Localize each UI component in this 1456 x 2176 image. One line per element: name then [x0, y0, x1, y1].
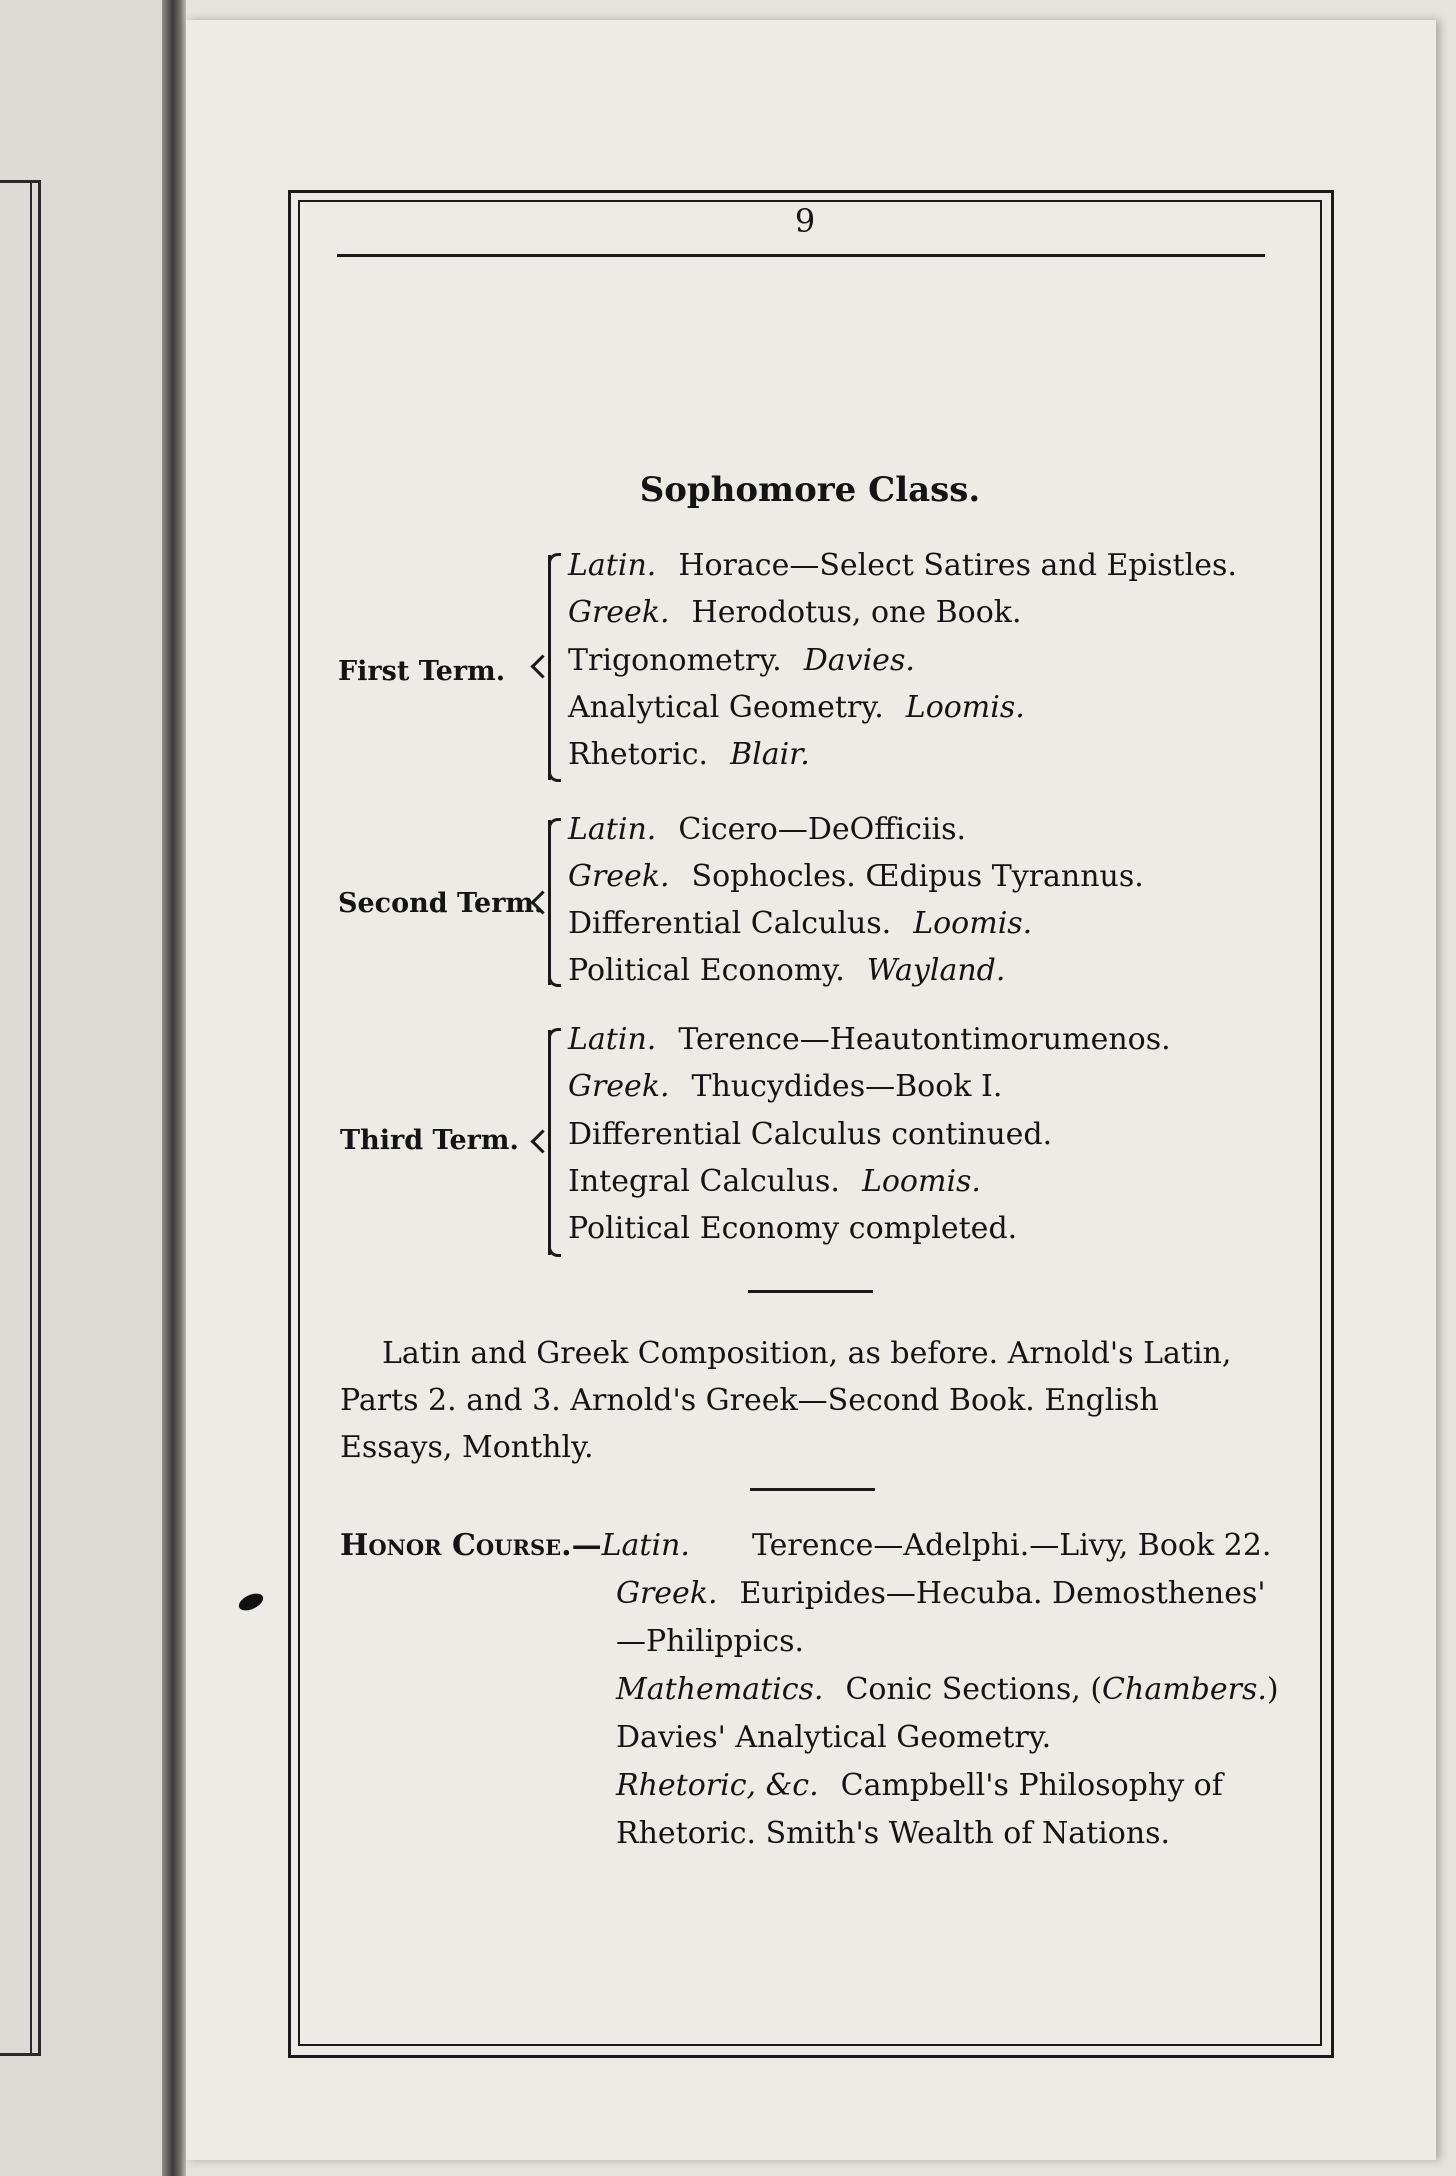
composition-line: Essays, Monthly.	[340, 1430, 594, 1465]
class-title: Sophomore Class.	[639, 470, 981, 510]
facing-page-border	[0, 180, 41, 2056]
term-label-first: First Term.	[338, 656, 506, 687]
course-line: Greek. Herodotus, one Book.	[568, 595, 1022, 630]
header-rule	[337, 254, 1265, 257]
course-line: Latin. Cicero—DeOfficiis.	[568, 812, 967, 847]
honor-greek-cont: —Philippics.	[616, 1624, 805, 1659]
honor-greek-line: Greek. Euripides—Hecuba. Demosthenes'	[616, 1576, 1266, 1611]
course-line: Differential Calculus continued.	[568, 1117, 1053, 1152]
composition-paragraph	[340, 1330, 1280, 1471]
page-number: 9	[794, 202, 816, 240]
course-line: Analytical Geometry. Loomis.	[568, 690, 1025, 725]
section-rule	[750, 1488, 875, 1491]
composition-line: Latin and Greek Composition, as before. Arnold's Latin,	[382, 1336, 1232, 1371]
honor-rhetoric-line: Rhetoric, &c. Campbell's Philosophy of	[616, 1768, 1223, 1803]
course-line: Greek. Thucydides—Book I.	[568, 1069, 1003, 1104]
course-line: Latin. Horace—Select Satires and Epistles.	[568, 548, 1237, 583]
course-line: Trigonometry. Davies.	[568, 643, 915, 678]
course-line: Latin. Terence—Heautontimorumenos.	[568, 1022, 1171, 1057]
book-gutter	[162, 0, 186, 2176]
course-line: Differential Calculus. Loomis.	[568, 906, 1033, 941]
honor-latin-line: Terence—Adelphi.—Livy, Book 22.	[752, 1528, 1272, 1563]
term-brace-second	[548, 820, 569, 985]
course-line: Political Economy completed.	[568, 1211, 1018, 1246]
course-line: Integral Calculus. Loomis.	[568, 1164, 981, 1199]
term-brace-third	[548, 1030, 569, 1255]
term-label-second: Second Term.	[338, 888, 544, 919]
honor-rhetoric-cont: Rhetoric. Smith's Wealth of Nations.	[616, 1816, 1171, 1851]
section-rule	[748, 1290, 873, 1293]
term-label-third: Third Term.	[340, 1125, 519, 1156]
course-line: Political Economy. Wayland.	[568, 953, 1006, 988]
honor-math-line: Mathematics. Conic Sections, (Chambers.)	[616, 1672, 1279, 1707]
term-brace-first	[548, 555, 569, 780]
course-line: Greek. Sophocles. Œdipus Tyrannus.	[568, 859, 1144, 894]
course-line: Rhetoric. Blair.	[568, 737, 810, 772]
honor-course-heading: Honor Course.—Latin.	[340, 1528, 690, 1563]
composition-line: Parts 2. and 3. Arnold's Greek—Second Book. English	[340, 1383, 1159, 1418]
facing-page	[0, 0, 175, 2176]
honor-math-cont: Davies' Analytical Geometry.	[616, 1720, 1052, 1755]
